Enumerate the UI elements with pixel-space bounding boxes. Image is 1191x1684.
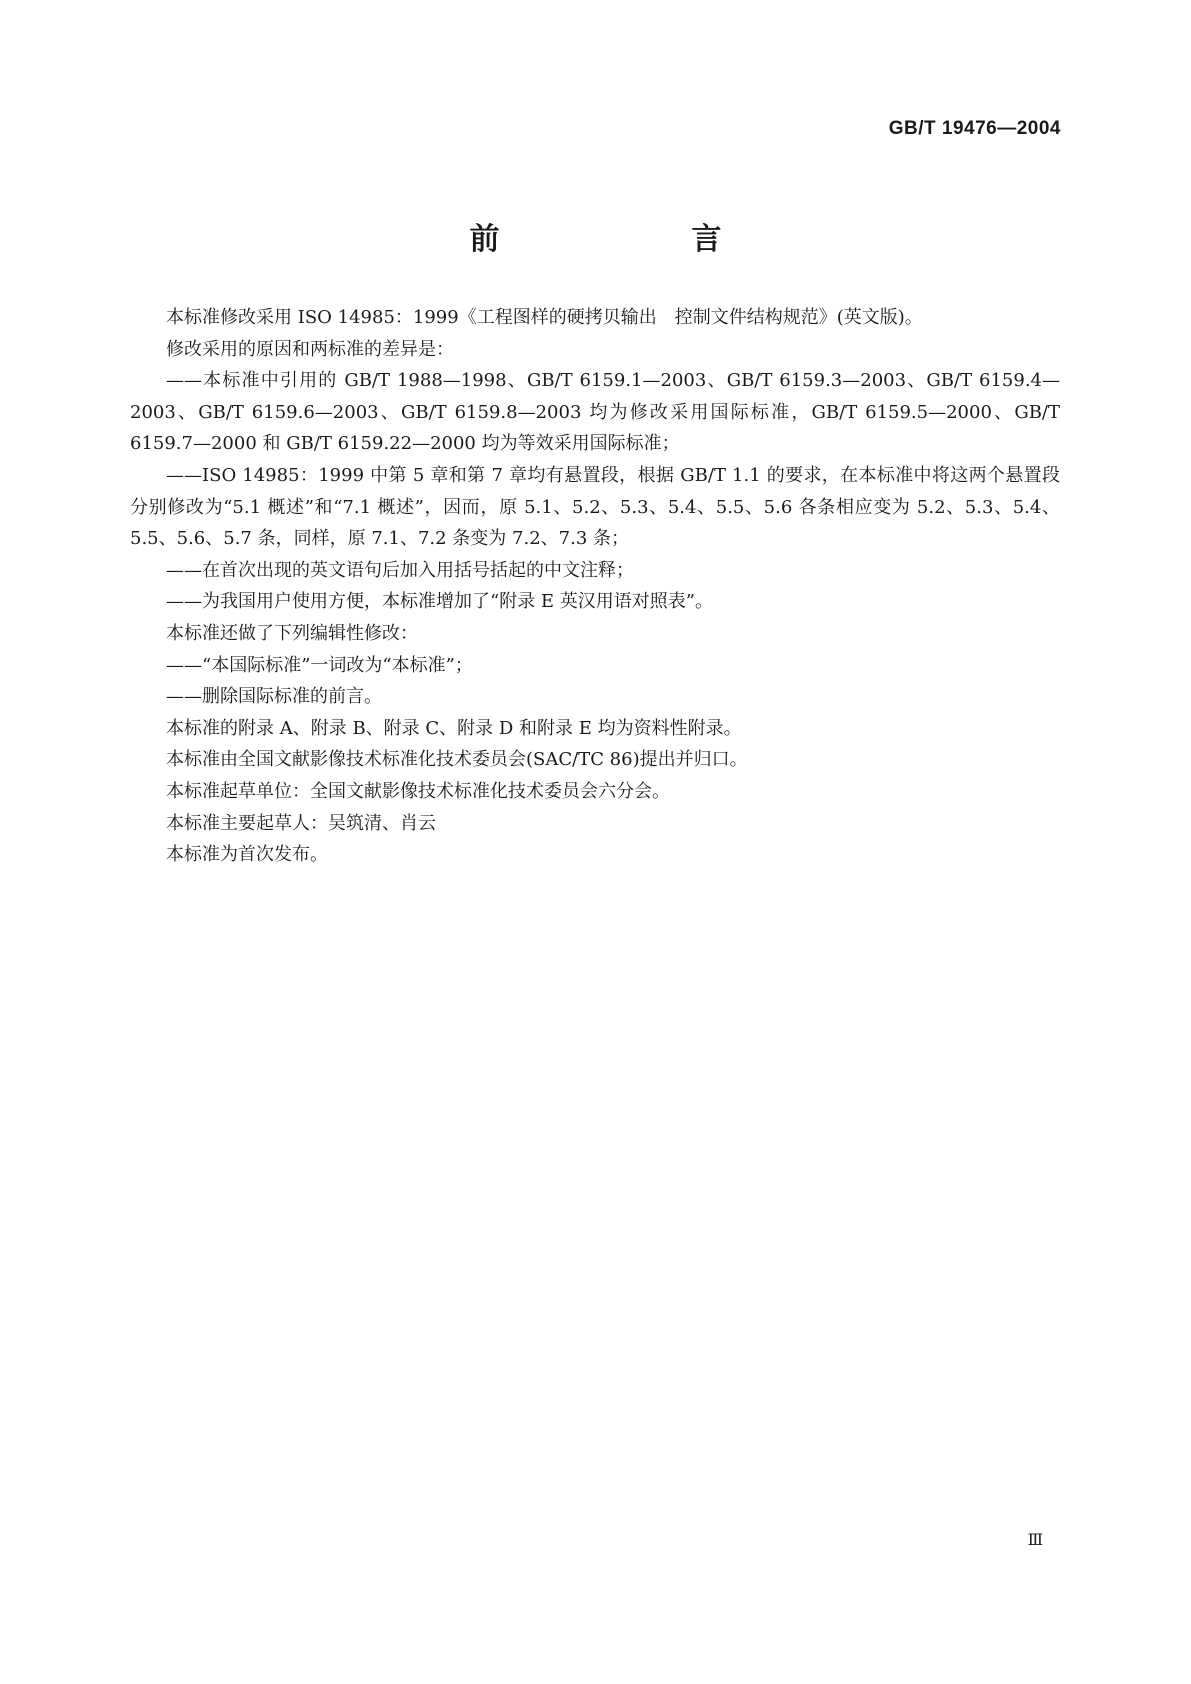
paragraph: 本标准由全国文献影像技术标准化技术委员会(SAC/TC 86)提出并归口。 (166, 749, 748, 771)
paragraph: 本标准还做了下列编辑性修改： (166, 622, 418, 644)
paragraph: 本标准为首次发布。 (166, 844, 328, 866)
paragraph: ——在首次出现的英文语句后加入用括号括起的中文注释； (166, 559, 634, 581)
paragraph: ——为我国用户使用方便，本标准增加了“附录 E 英汉用语对照表”。 (166, 591, 713, 613)
paragraph: 本标准起草单位：全国文献影像技术标准化技术委员会六分会。 (166, 780, 670, 802)
paragraph: ——本标准中引用的 GB/T 1988—1998、GB/T 6159.1—2003、GB/T 6159.3—2003、GB/T 6159.4—2003、GB/T 6159.6—2003、GB/T 6159.8—2003 均为修改采用国际标准，GB/T 6159.5—2000、GB/T 6159.7—2000 和 GB/T 6159.22—2000 均为等效采用国际标准； (130, 370, 1060, 455)
standard-code: GB/T 19476—2004 (888, 118, 1061, 139)
paragraph: ——删除国际标准的前言。 (166, 686, 382, 708)
paragraph: 修改采用的原因和两标准的差异是： (166, 338, 454, 360)
paragraph: ——“本国际标准”一词改为“本标准”； (166, 654, 473, 676)
page-title: 前 言 (469, 222, 766, 257)
page-number: Ⅲ (1027, 1530, 1043, 1549)
paragraph: ——ISO 14985：1999 中第 5 章和第 7 章均有悬置段，根据 GB/T 1.1 的要求，在本标准中将这两个悬置段分别修改为“5.1 概述”和“7.1 概述”，因而，原 5.1、5.2、5.3、5.4、5.5、5.6 各条相应变为 5.2、5.3、5.4、5.5、5.6、5.7 条，同样，原 7.1、7.2 条变为 7.2、7.3 条； (130, 464, 1060, 550)
paragraph: 本标准修改采用 ISO 14985：1999《工程图样的硬拷贝输出 控制文件结构规范》(英文版)。 (166, 307, 923, 328)
paragraph: 本标准主要起草人：吴筑清、肖云 (166, 812, 436, 834)
paragraph: 本标准的附录 A、附录 B、附录 C、附录 D 和附录 E 均为资料性附录。 (166, 717, 742, 739)
foreword-body (130, 302, 1060, 871)
